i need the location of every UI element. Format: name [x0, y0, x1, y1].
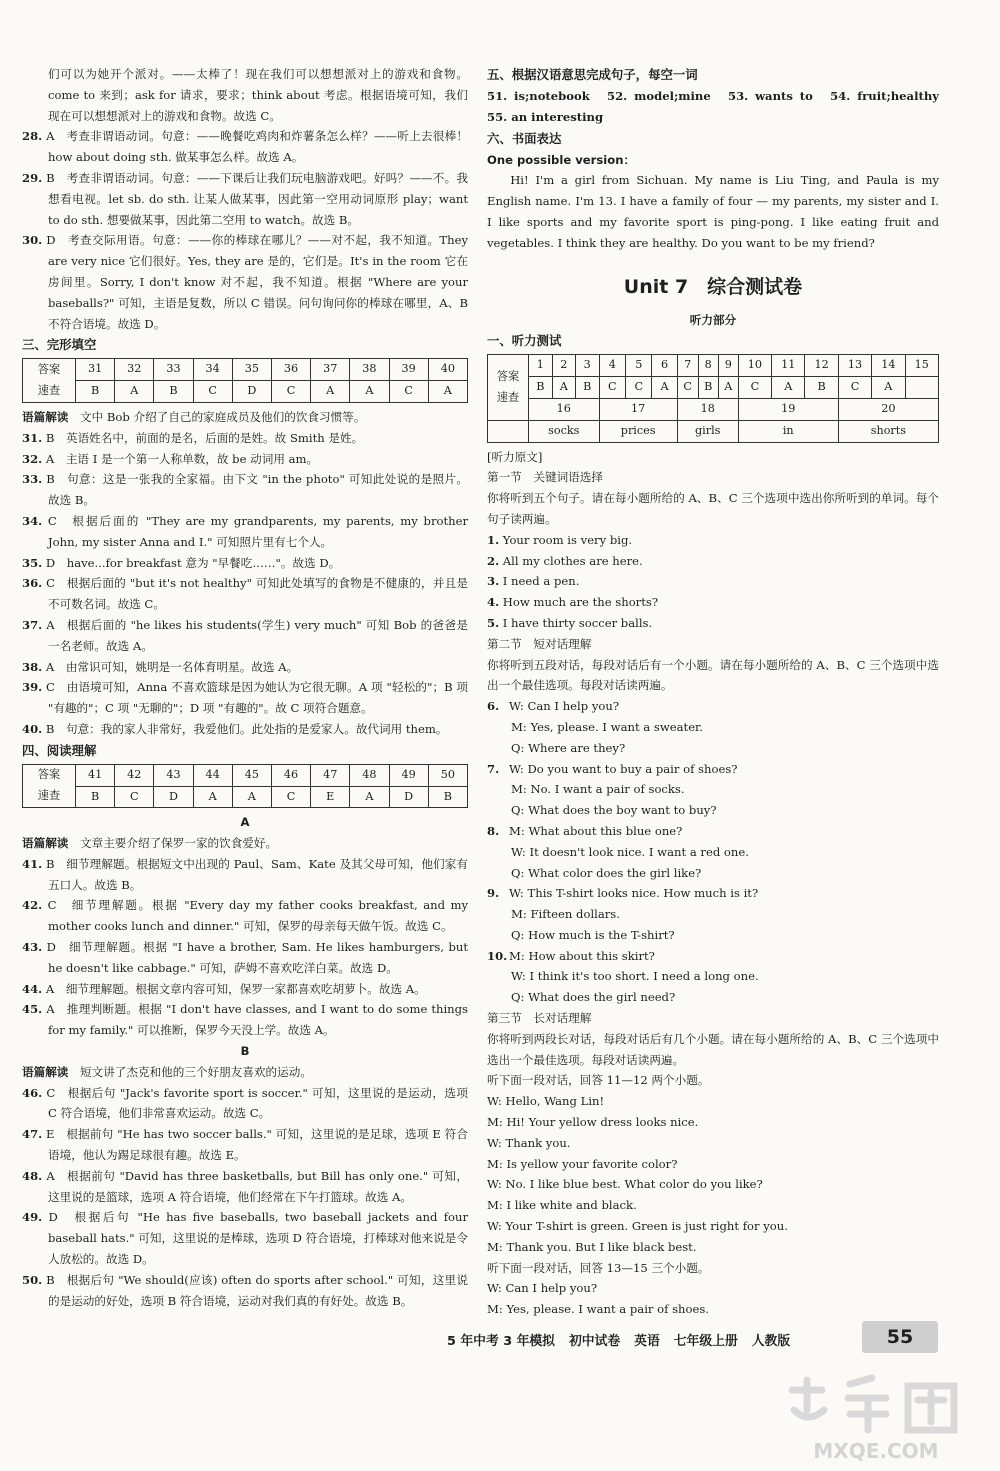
script-label: [听力原文]: [487, 449, 543, 464]
page-number: 55: [862, 1321, 938, 1353]
answer-item-48: 48. A 根据前句 "David has three basketballs, but Bill has only one." 可知，这里说的是篮球，选项 A 符合语境，他们经常在下午打篮球。故选 A。: [22, 1168, 468, 1204]
list-item: 4. How much are the shorts?: [487, 595, 659, 610]
table-row: B C D A A C E A D B: [23, 786, 468, 808]
book-grade: 七年级上册: [673, 1333, 738, 1349]
dialogue-line: W: Can I help you?: [487, 1281, 598, 1296]
table-row: B A B C C A C B A C A B C A: [488, 377, 939, 399]
dialogue-line: M: Yes, please. I want a pair of shoes.: [487, 1302, 710, 1317]
reading-answer-table: [22, 764, 468, 809]
answer-item-49: 49. D 根据后句 "He has five baseballs, two baseball jackets and four baseball hats." 可知，这里说的是棒球，选项 D 符合语境，打棒球对他来说是令人放松的。故选 D。: [22, 1210, 468, 1267]
passage-analysis: 语篇解读 文中 Bob 介绍了自己的家庭成员及他们的饮食习惯等。: [22, 409, 366, 424]
dialogue-line: W: Thank you.: [487, 1135, 571, 1150]
dialogue-line: M: Is yellow your favorite color?: [487, 1156, 678, 1171]
part2-title: 第二节 短对话理解: [487, 636, 592, 651]
passage-b-label: B: [240, 1044, 250, 1059]
continued-text: 们可以为她开个派对。——太棒了！现在我们可以想想派对上的游戏和食物。come to 来到；ask for 请求，要求；think about 考虑。根据语境可知，我们现在可以想想派对上的游戏和食物。故选 C。: [48, 67, 468, 123]
cloze-answer-table: [22, 358, 468, 403]
dialogue-line: 8. M: What about this blue one?: [487, 823, 683, 838]
section-listening-title: 一、听力测试: [487, 333, 562, 349]
table-row: 答案 速查 31 32 33 34 35 36 37 38 39 40: [23, 359, 468, 381]
part1-title: 第一节 关键词语选择: [487, 470, 603, 485]
table-row: socks prices girls in shorts: [488, 420, 939, 442]
passage-analysis: 语篇解读 短文讲了杰克和他的三个好朋友喜欢的运动。: [22, 1064, 312, 1079]
answer-item-37: 37. A 根据后面的 "he likes his students(学生) very much" 可知 Bob 的爸爸是一名老师。故选 A。: [22, 617, 468, 653]
dialogue-line: W: No. I like blue best. What color do you like?: [487, 1177, 763, 1192]
answer-item-30: 30. D 考查交际用语。句意：——你的棒球在哪儿？——对不起，我不知道。They are very nice 它们很好。Yes, they are 是的，它们是。It's in the room 它在房间里。Sorry, I don't know 对不起，我不知道。根据 "Where are your baseballs?" 可知，主语是复数，所以 C 错误。问句询问你的棒球在哪里，A、B 不符合语境。故选 D。: [22, 233, 468, 331]
dialogue-line: M: Yes, please. I want a sweater.: [511, 719, 704, 734]
listening-part-title: 听力部分: [689, 312, 737, 327]
dialogue-line: M: Fifteen dollars.: [511, 907, 620, 922]
dialogue-line: 听下面一段对话，回答 11—12 两个小题。: [487, 1073, 710, 1088]
passage-a-label: A: [240, 815, 250, 830]
list-item: 5. I have thirty soccer balls.: [487, 615, 653, 630]
answer-item-34: 34. C 根据后面的 "They are my grandparents, my parents, my brother John, my sister Anna and I." 可知照片里有七个人。: [22, 513, 469, 549]
answer-item-32: 32. A 主语 I 是一个第一人称单数，故 be 动词用 am。: [22, 451, 319, 466]
table-row: 答案 速查 1 2 3 4 5 6 7 8 9 10 11 12 13 14 15: [488, 355, 939, 377]
section-translation-title: 五、根据汉语意思完成句子，每空一词: [487, 67, 698, 82]
left-column: [22, 64, 468, 1311]
dialogue-line: M: I like white and black.: [487, 1198, 637, 1213]
dialogue-line: W: Your T-shirt is green. Green is just right for you.: [487, 1219, 788, 1234]
dialogue-line: 听下面一段对话，回答 13—15 三个小题。: [487, 1260, 710, 1275]
dialogue-line: 10. M: How about this skirt?: [487, 948, 655, 963]
answer-item-40: 40. B 句意：我的家人非常好，我爱他们。此处指的是爱家人。故代词用 them。: [22, 721, 448, 736]
unit-title: Unit 7 综合测试卷: [623, 275, 803, 298]
answer-item-42: 42. C 细节理解题。根据 "Every day my father cooks breakfast, and my mother cooks lunch and dinner." 可知，保罗的母亲每天做午饭。故选 C。: [22, 898, 469, 934]
dialogue-line: Q: What does the girl need?: [511, 990, 676, 1005]
book-subject: 英语: [634, 1333, 660, 1349]
answer-item-35: 35. D have...for breakfast 意为 "早餐吃……"。故选 D。: [22, 555, 341, 570]
dialogue-line: 6. W: Can I help you?: [487, 699, 620, 714]
answer-item-38: 38. A 由常识可知，姚明是一名体育明星。故选 A。: [22, 659, 299, 674]
right-column: [487, 64, 951, 1320]
part3-instructions: 你将听到两段长对话，每段对话后有几个小题。请在每小题所给的 A、B、C 三个选项中选出一个最佳选项。每段对话读两遍。: [487, 1031, 939, 1067]
part3-title: 第三节 长对话理解: [487, 1011, 592, 1026]
list-item: 3. I need a pen.: [487, 574, 580, 589]
answer-item-29: 29. B 考查非谓语动词。句意：——下课后让我们玩电脑游戏吧。好吗？——不。我想看电视。let sb. do sth. 让某人做某事，因此第一空用动词原形 play；want to do sth. 想要做某事，因此第二空用 to watch。故选 B。: [22, 170, 468, 227]
dialogue-line: W: I think it's too short. I need a long one.: [511, 969, 759, 984]
dialogue-line: M: Hi! Your yellow dress looks nice.: [487, 1115, 699, 1130]
dialogue-line: Q: What color does the girl like?: [511, 865, 702, 880]
answer-item-44: 44. A 细节理解题。根据文章内容可知，保罗一家都喜欢吃胡萝卜。故选 A。: [22, 981, 426, 996]
dialogue-line: W: Hello, Wang Lin!: [487, 1094, 605, 1109]
dialogue-line: M: No. I want a pair of socks.: [511, 782, 685, 797]
answer-item-50: 50. B 根据后句 "We should(应该) often do sports after school." 可知，这里说的是运动的好处，选项 B 符合语境，运动对我们真的有好处。故选 B。: [22, 1272, 469, 1308]
dialogue-line: 7. W: Do you want to buy a pair of shoes?: [487, 761, 738, 776]
answer-item-41: 41. B 细节理解题。根据短文中出现的 Paul、Sam、Kate 及其父母可知，他们家有五口人。故选 B。: [22, 856, 469, 892]
dialogue-line: W: It doesn't look nice. I want a red one.: [511, 844, 749, 859]
book-edition: 人教版: [751, 1333, 791, 1349]
sample-essay: Hi! I'm a girl from Sichuan. My name is Liu Ting, and Paula is my English name. I'm 13. I have a family of four — my parents, my sister and I. I like sports and my favorite sport is ping-pong. I like eating fruit and vegetables. I think they are healthy. Do you want to be my friend?: [487, 173, 939, 250]
part1-instructions: 你将听到五个句子。请在每小题所给的 A、B、C 三个选项中选出你所听到的单词。每个句子读两遍。: [487, 491, 939, 526]
answer-item-46: 46. C 根据后句 "Jack's favorite sport is soccer." 可知，这里说的是运动，选项 C 符合语境，他们非常喜欢运动。故选 C。: [22, 1085, 469, 1121]
answer-item-39: 39. C 由语境可知，Anna 不喜欢篮球是因为她认为它很无聊。A 项 "轻松的"；B 项 "有趣的"；C 项 "无聊的"；D 项 "有趣的"。故 C 项符合题意。: [22, 680, 469, 716]
book-series: 5 年中考 3 年模拟: [447, 1333, 555, 1349]
dialogue-line: 9. W: This T-shirt looks nice. How much is it?: [487, 886, 759, 901]
book-type: 初中试卷: [568, 1333, 621, 1349]
answer-item-47: 47. E 根据前句 "He has two soccer balls." 可知，这里说的是足球，选项 E 符合语境，他认为踢足球很有趣。故选 E。: [22, 1127, 468, 1163]
watermark-logo: [780, 1370, 990, 1465]
translation-answers: 51. is;notebook 52. model;mine 53. wants to 54. fruit;healthy 55. an interesting: [487, 89, 951, 124]
answer-item-43: 43. D 细节理解题。根据 "I have a brother, Sam. He likes hamburgers, but he doesn't like cabbage." 可知，萨姆不喜欢吃洋白菜。故选 D。: [22, 940, 469, 975]
answer-item-33: 33. B 句意：这是一张我的全家福。由下文 "in the photo" 可知此处说的是照片。故选 B。: [22, 472, 468, 508]
dialogue-line: M: Thank you. But I like black best.: [487, 1239, 697, 1254]
answer-item-36: 36. C 根据后面的 "but it's not healthy" 可知此处填写的食物是不健康的，并且是不可数名词。故选 C。: [22, 576, 468, 612]
watermark-url: MXQE.COM: [813, 1439, 939, 1463]
part2-instructions: 你将听到五段对话，每段对话后有一个小题。请在每小题所给的 A、B、C 三个选项中选出一个最佳选项。每段对话读两遍。: [487, 657, 939, 693]
listening-answer-table: [487, 354, 939, 442]
answer-item-28: 28. A 考查非谓语动词。句意：——晚餐吃鸡肉和炸薯条怎么样？——听上去很棒！how about doing sth. 做某事怎么样。故选 A。: [22, 129, 468, 165]
dialogue-line: Q: How much is the T-shirt?: [511, 927, 675, 942]
list-item: 1. Your room is very big.: [487, 532, 633, 547]
table-row: B A B C D C A A C A: [23, 381, 468, 403]
passage-analysis: 语篇解读 文章主要介绍了保罗一家的饮食爱好。: [22, 836, 278, 851]
sample-label: One possible version：: [487, 152, 636, 167]
table-row: 16 17 18 19 20: [488, 398, 939, 420]
section-cloze-title: 三、完形填空: [22, 337, 97, 353]
answer-item-31: 31. B 英语姓名中，前面的是名，后面的是姓。故 Smith 是姓。: [22, 430, 364, 445]
answer-item-45: 45. A 推理判断题。根据 "I don't have classes, and I want to do some things for my family." 可以推断，保罗今天没上学。故选 A。: [22, 1002, 468, 1038]
list-item: 2. All my clothes are here.: [487, 553, 643, 568]
section-writing-title: 六、书面表达: [487, 130, 562, 146]
section-reading-title: 四、阅读理解: [22, 742, 97, 758]
table-row: 答案 速查 41 42 43 44 45 46 47 48 49 50: [23, 764, 468, 786]
dialogue-line: Q: What does the boy want to buy?: [511, 803, 717, 818]
dialogue-line: Q: Where are they?: [511, 740, 626, 755]
